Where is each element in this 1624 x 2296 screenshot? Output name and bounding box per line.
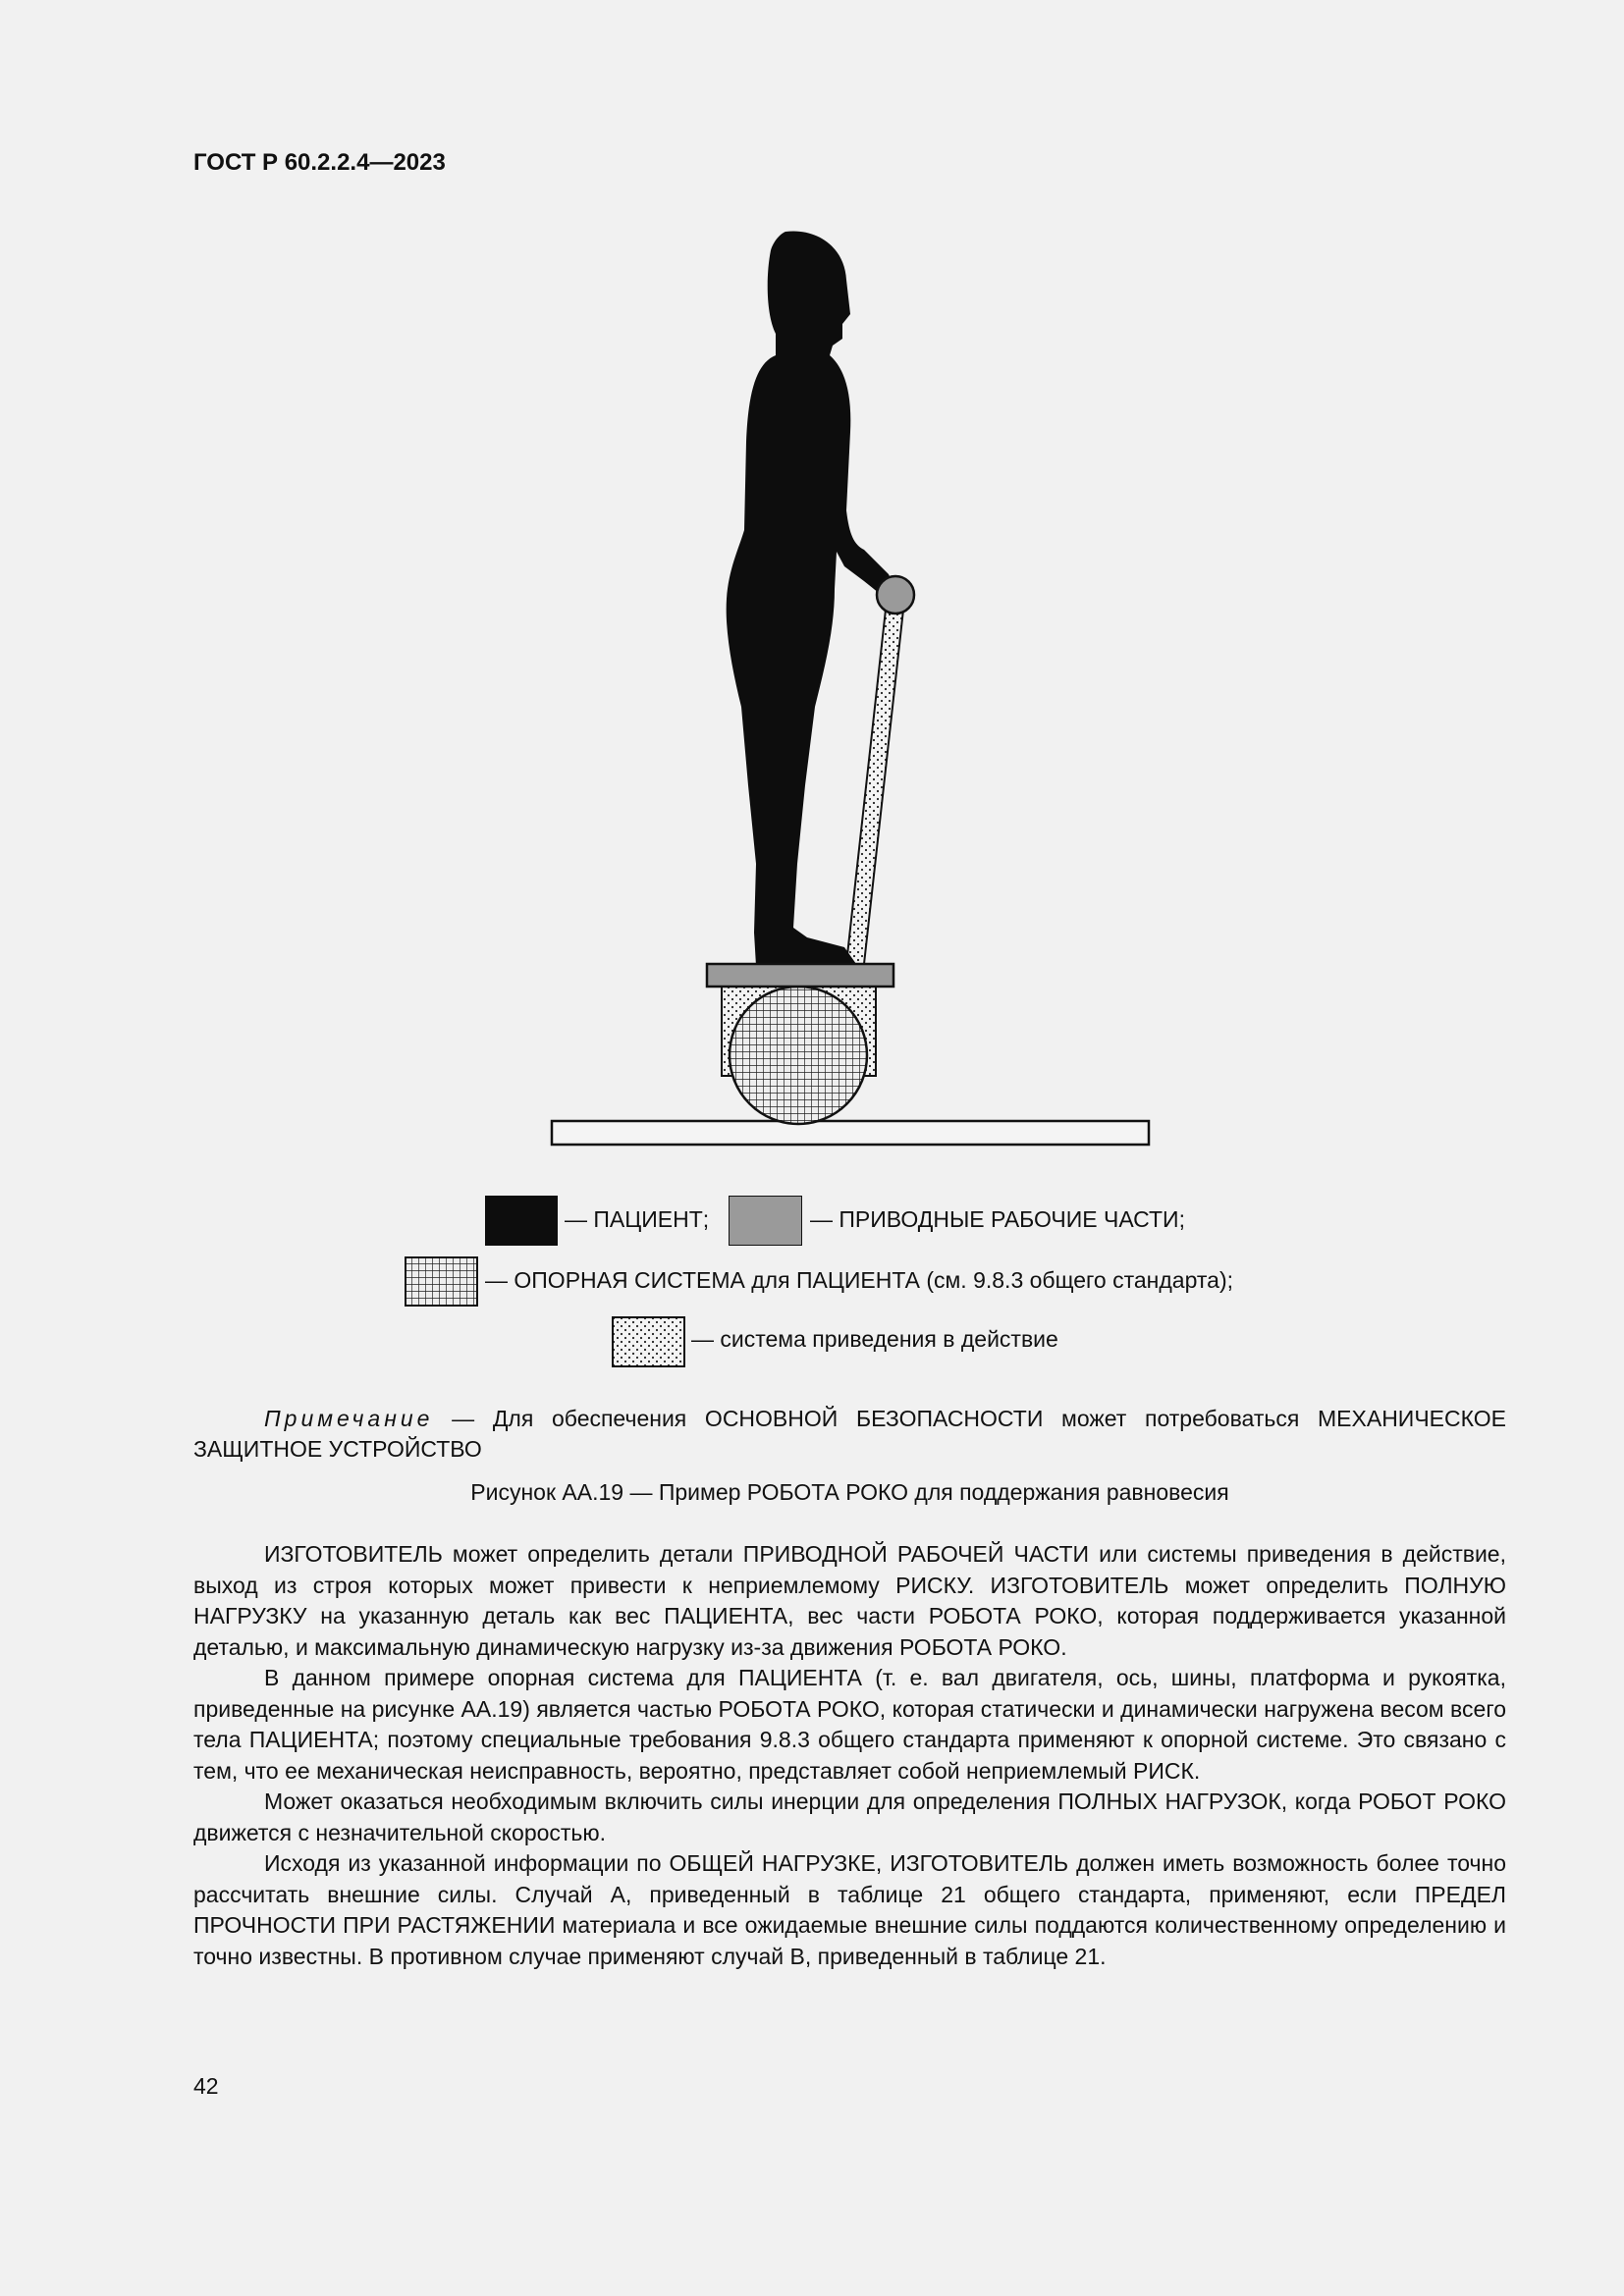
platform (707, 964, 893, 987)
figure-caption: Рисунок АА.19 — Пример РОБОТА РОКО для поддержания равновесия (470, 1479, 1229, 1505)
legend-swatch-support-system (405, 1256, 478, 1307)
legend-label-actuation-system: — система приведения в действие (691, 1326, 1058, 1352)
body-text (193, 1539, 1506, 1972)
legend-swatch-actuation-system (612, 1316, 685, 1367)
legend-label-driven-parts: — ПРИВОДНЫЕ РАБОЧИЕ ЧАСТИ; (810, 1206, 1185, 1232)
paragraph: ИЗГОТОВИТЕЛЬ может определить детали ПРИВОДНОЙ РАБОЧЕЙ ЧАСТИ или системы приведения в действие, выход из строя которых может привести к неприемлемому РИСКУ. ИЗГОТОВИТЕЛЬ может определить ПОЛНУЮ НАГРУЗКУ на указанную деталь как вес ПАЦИЕНТА, вес части РОБОТА РОКО, которая поддерживается указанной деталью, и максимальную динамическую нагрузку из-за движения РОБОТА РОКО. (193, 1541, 1506, 1660)
paragraph: В данном примере опорная система для ПАЦИЕНТА (т. е. вал двигателя, ось, шины, платформа и рукоятка, приведенные на рисунке АА.19) является частью РОБОТА РОКО, которая статически и динамически нагружена весом всего тела ПАЦИЕНТА; поэтому специальные требования 9.8.3 общего стандарта применяют к опорной системе. Это связано с тем, что ее механическая неисправность, вероятно, представляет собой неприемлемый РИСК. (193, 1665, 1506, 1784)
paragraph: Исходя из указанной информации по ОБЩЕЙ НАГРУЗКЕ, ИЗГОТОВИТЕЛЬ должен иметь возможность более точно рассчитать внешние силы. Случай А, приведенный в таблице 21 общего стандарта, применяют, если ПРЕДЕЛ ПРОЧНОСТИ ПРИ РАСТЯЖЕНИИ материала и все ожидаемые внешние силы поддаются количественному определению и точно известны. В противном случае применяют случай В, приведенный в таблице 21. (193, 1850, 1506, 1969)
ground-bar (552, 1121, 1149, 1145)
wheel (730, 987, 867, 1124)
legend-label-support-system: — ОПОРНАЯ СИСТЕМА для ПАЦИЕНТА (см. 9.8.3 общего стандарта); (485, 1267, 1233, 1293)
paragraph: Может оказаться необходимым включить силы инерции для определения ПОЛНЫХ НАГРУЗОК, когда РОБОТ РОКО движется с незначительной скоростью. (193, 1789, 1506, 1845)
handle-pole (846, 601, 904, 964)
legend-label-patient: — ПАЦИЕНТ; (565, 1206, 710, 1232)
document-header: ГОСТ Р 60.2.2.4—2023 (193, 149, 446, 176)
handle-ball (877, 576, 914, 614)
note-text: — Для обеспечения ОСНОВНОЙ БЕЗОПАСНОСТИ может потребоваться МЕХАНИЧЕСКОЕ ЗАЩИТНОЕ УСТРОЙСТВО (193, 1406, 1506, 1462)
page-number: 42 (193, 2073, 219, 2099)
legend-swatch-driven-parts (729, 1196, 802, 1246)
legend-swatch-patient (485, 1196, 558, 1246)
note-label: Примечание (264, 1406, 434, 1431)
figure-note (193, 1404, 1506, 1465)
